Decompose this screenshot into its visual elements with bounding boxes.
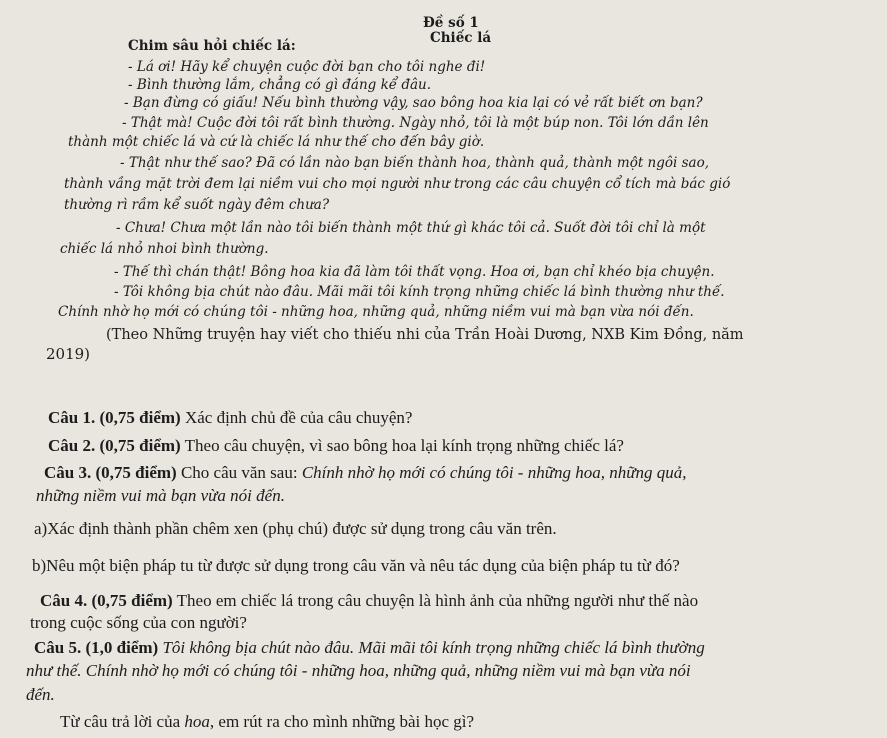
story-source-year: 2019) <box>46 345 91 363</box>
story-line: Chính nhờ họ mới có chúng tôi - những hoa, những quả, những niềm vui mà bạn vừa nói đến. <box>58 304 694 320</box>
question-label: Câu 5. (1,0 điểm) <box>34 638 159 657</box>
question-2 <box>48 437 624 454</box>
story-title: Chiếc lá <box>430 30 492 46</box>
question-text: , em rút ra cho mình những bài học gì? <box>209 712 475 731</box>
question-label: Câu 4. (0,75 điểm) <box>40 591 173 610</box>
story-line: thành vầng mặt trời đem lại niềm vui cho mọi người như trong các câu chuyện cổ tích mà bác gió <box>64 176 731 192</box>
question-label: Câu 1. (0,75 điểm) <box>48 408 181 427</box>
story-line: - Lá ơi! Hãy kể chuyện cuộc đời bạn cho tôi nghe đi! <box>128 59 486 75</box>
question-3a: a)Xác định thành phần chêm xen (phụ chú) được sử dụng trong câu văn trên. <box>34 519 557 538</box>
story-line: - Chưa! Chưa một lần nào tôi biến thành một thứ gì khác tôi cả. Suốt đời tôi chỉ là một <box>116 220 706 236</box>
question-text: Theo em chiếc lá trong câu chuyện là hình ảnh của những người như thế nào <box>172 591 699 610</box>
question-quote-end: đến. <box>26 685 55 704</box>
story-line: thành một chiếc lá và cứ là chiếc lá như thế cho đến bây giờ. <box>68 134 485 150</box>
question-4 <box>40 592 698 609</box>
story-line: thường rì rầm kể suốt ngày đêm chưa? <box>64 197 330 213</box>
question-5-task <box>60 713 474 730</box>
question-3 <box>44 464 687 481</box>
question-text: Cho câu văn sau: <box>176 463 302 482</box>
question-text: Theo câu chuyện, vì sao bông hoa lại kính trọng những chiếc lá? <box>180 436 624 455</box>
question-quote: Tôi không bịa chút nào đâu. Mãi mãi tôi kính trọng những chiếc lá bình thường <box>158 638 705 657</box>
exam-number: Đề số 1 <box>423 15 479 31</box>
question-label: Câu 2. (0,75 điểm) <box>48 436 181 455</box>
question-label: Câu 3. (0,75 điểm) <box>44 463 177 482</box>
question-4-cont: trong cuộc sống của con người? <box>30 613 247 632</box>
question-quote-cont: như thế. Chính nhờ họ mới có chúng tôi - những hoa, những quả, những niềm vui mà bạn vừa nói <box>26 661 691 680</box>
question-quote: Chính nhờ họ mới có chúng tôi - những hoa, những quả, <box>301 463 687 482</box>
question-quote-cont: những niềm vui mà bạn vừa nói đến. <box>36 486 285 505</box>
story-intro: Chim sâu hỏi chiếc lá: <box>128 38 296 54</box>
question-text: Từ câu trả lời của <box>60 712 185 731</box>
story-line: - Thật như thế sao? Đã có lần nào bạn biến thành hoa, thành quả, thành một ngôi sao, <box>120 155 710 171</box>
story-line: - Tôi không bịa chút nào đâu. Mãi mãi tôi kính trọng những chiếc lá bình thường như thế. <box>114 284 725 300</box>
question-emphasis: hoa <box>184 712 210 731</box>
story-line: - Bạn đừng có giấu! Nếu bình thường vậy, sao bông hoa kia lại có vẻ rất biết ơn bạn? <box>124 95 703 111</box>
story-line: - Thế thì chán thật! Bông hoa kia đã làm tôi thất vọng. Hoa ơi, bạn chỉ khéo bịa chuyện. <box>114 264 715 280</box>
story-line: - Thật mà! Cuộc đời tôi rất bình thường. Ngày nhỏ, tôi là một búp non. Tôi lớn dần lên <box>122 115 709 131</box>
question-5 <box>34 639 705 656</box>
question-3b: b)Nêu một biện pháp tu từ được sử dụng trong câu văn và nêu tác dụng của biện pháp tu từ đó? <box>32 556 680 575</box>
story-source: (Theo Những truyện hay viết cho thiếu nhi của Trần Hoài Dương, NXB Kim Đồng, năm <box>106 327 744 343</box>
story-line: - Bình thường lắm, chẳng có gì đáng kể đâu. <box>128 77 432 93</box>
question-1 <box>48 409 412 426</box>
story-line: chiếc lá nhỏ nhoi bình thường. <box>60 241 269 257</box>
question-text: Xác định chủ đề của câu chuyện? <box>180 408 413 427</box>
